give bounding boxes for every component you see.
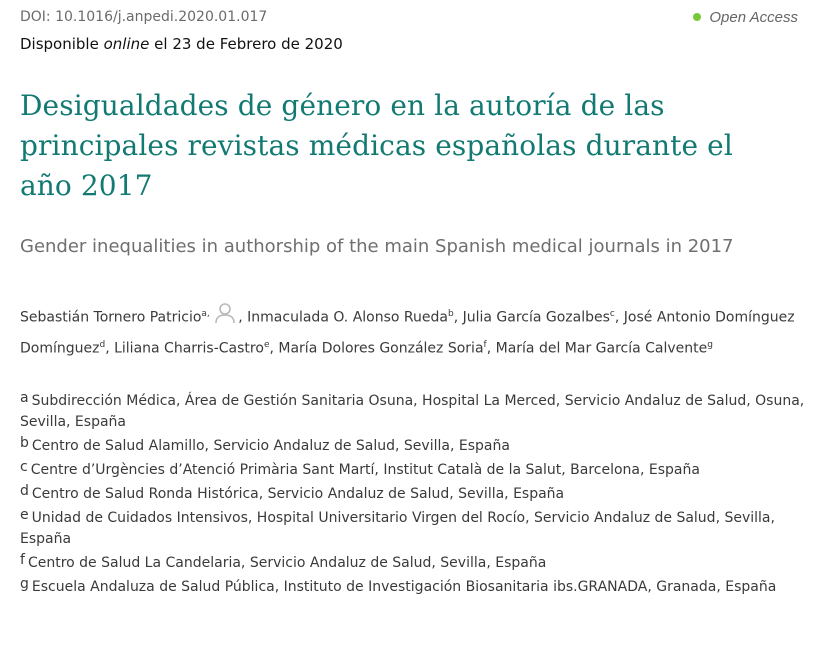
status-dot-icon (693, 13, 701, 21)
author-affiliation-mark: d (99, 339, 106, 350)
availability-date: el 23 de Febrero de 2020 (154, 35, 343, 53)
affiliation-text: Centro de Salud La Candelaria, Servicio Andaluz de Salud, Sevilla, España (27, 555, 547, 571)
affiliation-label: e (20, 507, 29, 523)
availability-prefix: Disponible (20, 35, 99, 53)
affiliation-text: Escuela Andaluza de Salud Pública, Instituto de Investigación Biosanitaria ibs.GRANADA, Granada, España (31, 579, 777, 595)
availability-line (20, 35, 343, 53)
affiliation-label: g (20, 576, 29, 592)
doi-link[interactable]: DOI: 10.1016/j.anpedi.2020.01.017 (20, 9, 268, 25)
affiliation-label: f (20, 552, 25, 568)
author-name[interactable]: Liliana Charris-Castro (114, 340, 264, 357)
affiliation-label: b (20, 435, 29, 451)
availability-online: online (103, 35, 150, 53)
affiliation-item (20, 577, 810, 598)
affiliation-text: Unidad de Cuidados Intensivos, Hospital Universitario Virgen del Rocío, Servicio Andaluz de Salud, Sevilla, España (20, 510, 775, 547)
author-affiliation-mark: a, (201, 309, 210, 319)
article-subtitle: Gender inequalities in authorship of the main Spanish medical journals in 2017 (20, 236, 734, 257)
affiliation-label: a (20, 390, 29, 406)
author-affiliation-mark: b (447, 309, 454, 319)
affiliation-item (20, 508, 810, 550)
affiliation-text: Subdirección Médica, Área de Gestión Sanitaria Osuna, Hospital La Merced, Servicio Andaluz de Salud, Osuna, Sevilla, España (20, 393, 805, 430)
open-access-badge (693, 9, 798, 26)
affiliation-text: Centre d’Urgències d’Atenció Primària Sant Martí, Institut Català de la Salut, Barcelona, España (30, 462, 700, 478)
author-name[interactable]: José Antonio Domínguez Domínguez (20, 309, 795, 357)
affiliation-item (20, 484, 810, 505)
article-title: Desigualdades de género en la autoría de las principales revistas médicas españolas durante el año 2017 (20, 89, 733, 202)
author-name[interactable]: Inmaculada O. Alonso Rueda (247, 309, 448, 326)
author-name[interactable]: Julia García Gozalbes (462, 309, 610, 326)
affiliation-item (20, 460, 810, 481)
affiliation-label: c (20, 459, 28, 475)
affiliation-item (20, 391, 810, 433)
affiliation-label: d (20, 483, 29, 499)
author-name[interactable]: María del Mar García Calvente (495, 340, 708, 357)
author-affiliation-mark: f (483, 339, 487, 350)
open-access-label: Open Access (709, 9, 798, 26)
author-name[interactable]: María Dolores González Soria (278, 340, 484, 357)
author-list: Sebastián Tornero Patricio$^{a,}$ , Inmaculada O. Alonso Rueda$^b$, Julia García Gozalbes$^c$, José Antonio Domínguez Domínguez$^d$, Liliana Charris-Castro$^e$, María Dolores González Soria$^f$, María del Mar García Calvente$^g$ (20, 301, 810, 362)
person-icon[interactable] (214, 302, 236, 324)
author-affiliation-mark: c (609, 309, 615, 319)
affiliation-item (20, 553, 810, 574)
author-name[interactable]: Sebastián Tornero Patricio (20, 309, 202, 326)
author-affiliation-mark: e (263, 339, 270, 350)
author-affiliation-mark: g (707, 339, 713, 350)
article-meta-row (20, 7, 798, 29)
affiliation-list (20, 391, 810, 601)
affiliation-text: Centro de Salud Alamillo, Servicio Andaluz de Salud, Sevilla, España (31, 438, 510, 454)
affiliation-text: Centro de Salud Ronda Histórica, Servicio Andaluz de Salud, Sevilla, España (31, 486, 565, 502)
affiliation-item (20, 436, 810, 457)
